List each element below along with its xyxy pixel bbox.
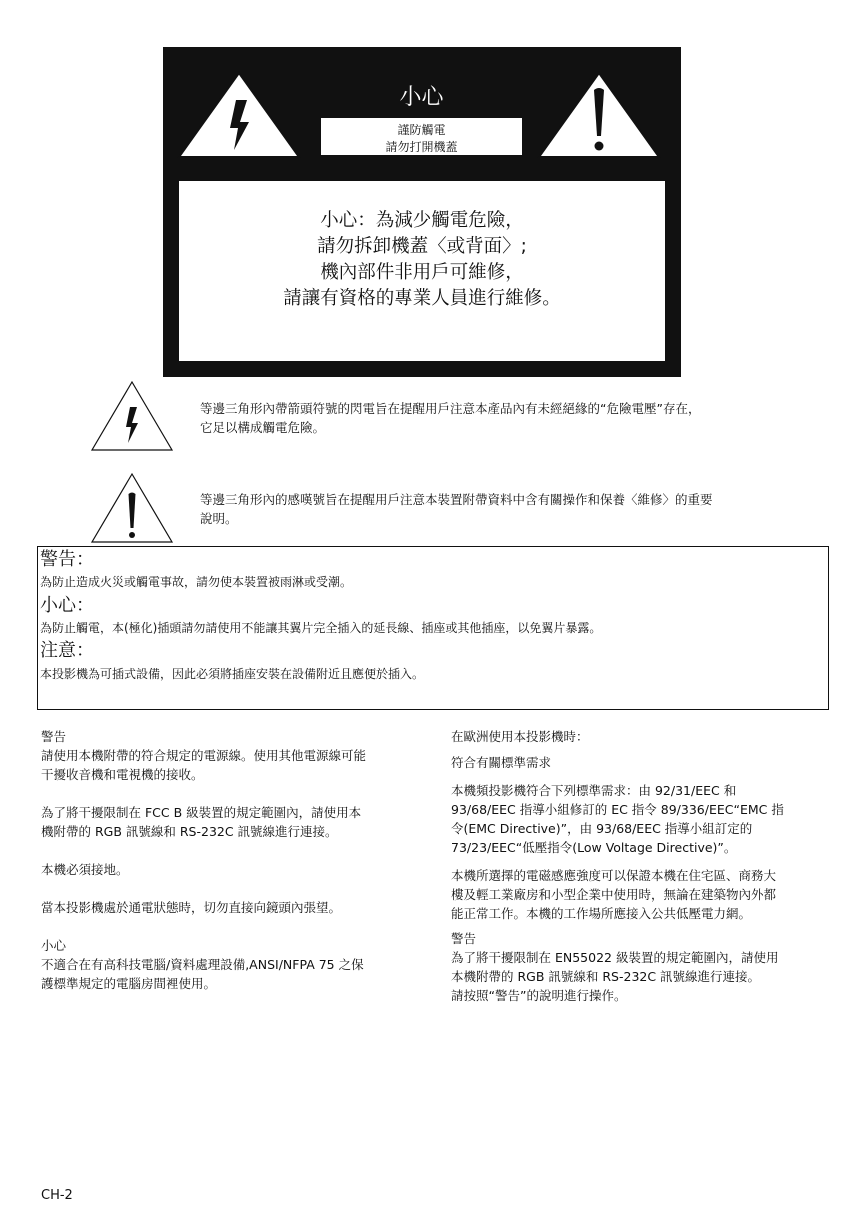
left-p1-line-1: 請使用本機附帶的符合規定的電源線。使用其他電源線可能 [41,748,367,763]
right-p5-heading: 警告 [451,931,477,946]
right-p1: 在歐洲使用本投影機時： [451,729,589,744]
left-p1-heading: 警告 [41,729,67,744]
caution-text: 為防止觸電，本(極化)插頭請勿請使用不能讓其翼片完全插入的延長線、插座或其他插座，以免翼片暴露。 [40,621,602,635]
left-p2-line-2: 機附帶的 RGB 訊號線和 RS-232C 訊號線進行連接。 [41,824,338,839]
caution-header [163,47,681,172]
left-p1-line-2: 干擾收音機和電視機的接收。 [41,767,204,782]
right-p4-line-3: 能正常工作。本機的工作場所應接入公共低壓電力網。 [451,906,752,921]
exclamation-triangle-icon [536,70,662,160]
exclamation-explanation-line-1: 等邊三角形內的感嘆號旨在提醒用戶注意本裝置附帶資料中含有關操作和保養〈維修〉的重要 [200,492,713,507]
lightning-explanation-line-2: 它足以構成觸電危險。 [200,420,326,435]
exclamation-explanation [200,490,815,528]
notice-heading: 注意： [40,640,94,661]
right-p5-line-1: 為了將干擾限制在 EN55022 級裝置的規定範圍內，請使用 [451,950,779,965]
right-p3-line-3: 令(EMC Directive)”，由 93/68/EEC 指導小組訂定的 [451,821,753,836]
caution-body-line-2: 請勿拆卸機蓋〈或背面〉; [317,236,527,257]
lightning-triangle-icon [90,380,174,452]
right-p3-line-1: 本機頻投影機符合下列標準需求：由 92/31/EEC 和 [451,783,737,798]
right-column [451,727,828,1005]
right-p5-line-2: 本機附帶的 RGB 訊號線和 RS-232C 訊號線進行連接。 [451,969,761,984]
page-number: CH-2 [41,1188,73,1203]
left-p5-line-2: 護標準規定的電腦房間裡使用。 [41,976,217,991]
caution-label-title: 小心 [321,77,522,118]
caution-label [320,76,523,156]
lightning-explanation [200,399,815,437]
caution-body-line-4: 請讓有資格的專業人員進行維修。 [283,288,561,309]
caution-label-line-1: 謹防觸電 [397,123,446,137]
exclamation-triangle-icon [90,472,174,544]
caution-label-line-2: 請勿打開機蓋 [385,140,458,154]
caution-body [179,181,665,361]
notice-text: 本投影機為可插式設備，因此必須將插座安裝在設備附近且應便於插入。 [40,667,425,681]
left-p5-heading: 小心 [41,938,67,953]
left-p2-line-1: 為了將干擾限制在 FCC B 級裝置的規定範圍內，請使用本 [41,805,362,820]
left-column [41,727,420,993]
right-p4-line-2: 樓及輕工業廠房和小型企業中使用時，無論在建築物內外都 [451,887,777,902]
caution-panel [163,47,681,377]
caution-heading: 小心： [40,595,94,616]
caution-body-line-3: 機內部件非用戶可維修， [320,262,524,283]
lightning-triangle-icon [176,70,302,160]
right-p4-line-1: 本機所選擇的電磁感應強度可以保證本機在住宅區、商務大 [451,868,777,883]
right-p3-line-4: 73/23/EEC“低壓指令(Low Voltage Directive)”。 [451,840,737,855]
left-p4: 當本投影機處於通電狀態時，切勿直接向鏡頭內張望。 [41,900,342,915]
caution-body-line-1: 小心：為減少觸電危險， [320,210,524,231]
right-p2: 符合有關標準需求 [451,755,552,770]
warning-box [37,546,829,710]
warning-heading: 警告： [40,549,94,570]
warning-text: 為防止造成火災或觸電事故，請勿使本裝置被雨淋或受潮。 [40,575,353,589]
left-p5-line-1: 不適合在有高科技電腦/資料處理設備,ANSI/NFPA 75 之保 [41,957,364,972]
right-p3-line-2: 93/68/EEC 指導小組修訂的 EC 指令 89/336/EEC“EMC 指 [451,802,784,817]
lightning-explanation-line-1: 等邊三角形內帶箭頭符號的閃電旨在提醒用戶注意本產品內有未經絕緣的“危險電壓”存在， [200,401,701,416]
left-p3: 本機必須接地。 [41,862,129,877]
exclamation-explanation-line-2: 說明。 [200,511,238,526]
right-p5-line-3: 請按照“警告”的說明進行操作。 [451,988,627,1003]
